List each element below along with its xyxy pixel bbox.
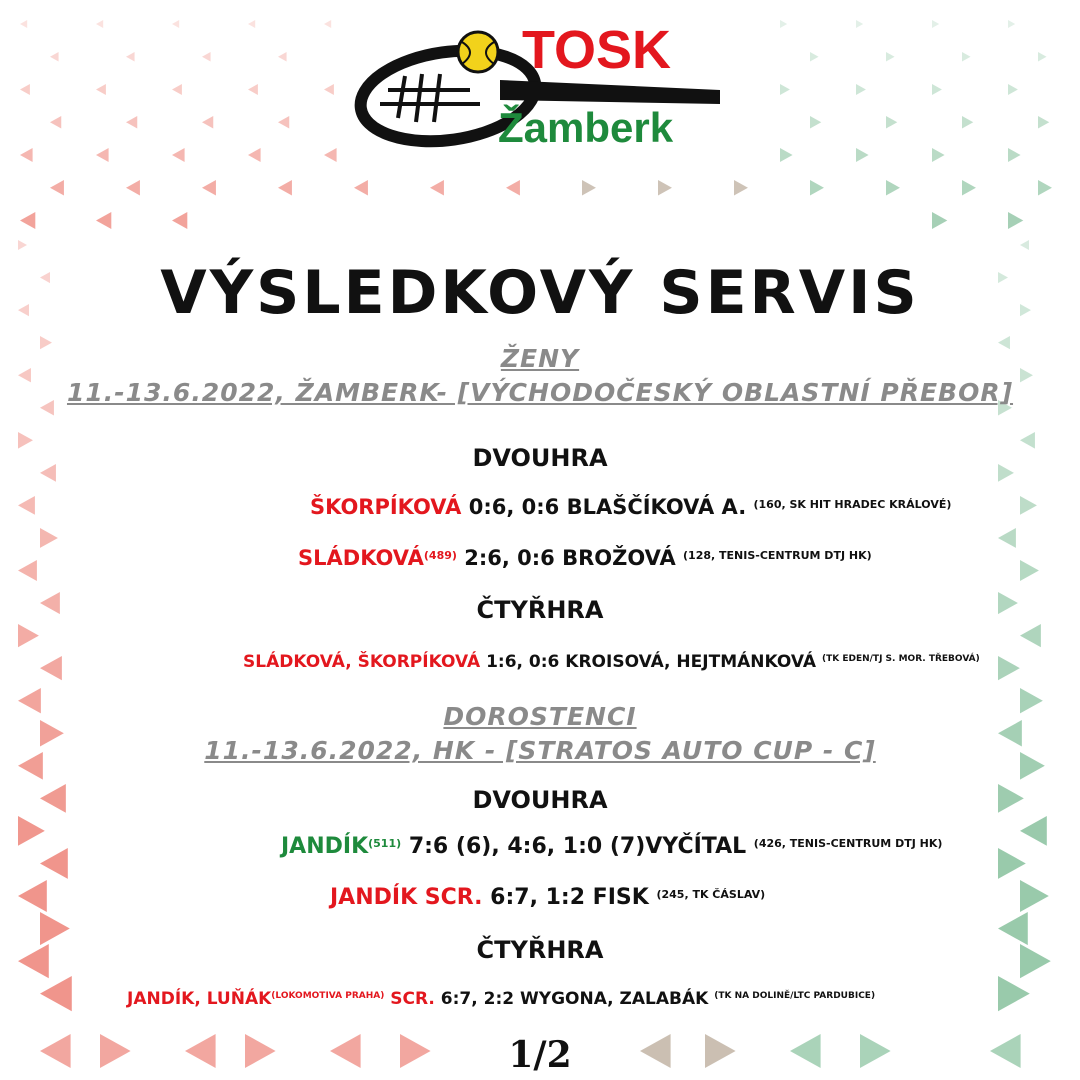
triangle-decoration bbox=[248, 84, 258, 95]
doubles-heading: ČTYŘHRA bbox=[476, 936, 604, 964]
player-name: JANDÍK, LUŇÁK bbox=[127, 989, 272, 1009]
player-note: (LOKOMOTIVA PRAHA) bbox=[271, 991, 385, 1001]
scratch-mark: SCR. bbox=[390, 989, 435, 1009]
triangle-decoration bbox=[810, 52, 819, 62]
triangle-decoration bbox=[202, 116, 213, 129]
match-row bbox=[310, 495, 951, 519]
triangle-decoration bbox=[998, 976, 1030, 1011]
triangle-decoration bbox=[886, 116, 897, 129]
opponent-name: BLAŠČÍKOVÁ A. bbox=[566, 495, 747, 519]
triangle-decoration bbox=[780, 84, 790, 95]
triangle-decoration bbox=[1008, 212, 1023, 229]
triangle-decoration bbox=[40, 528, 58, 548]
page-indicator: 1/2 bbox=[508, 1034, 572, 1076]
section-category-women: ŽENY bbox=[500, 344, 580, 373]
opponent-name: FISK bbox=[592, 885, 649, 910]
triangle-decoration bbox=[886, 52, 895, 62]
triangle-decoration bbox=[1038, 180, 1052, 196]
triangle-decoration bbox=[40, 976, 72, 1011]
opponent-name: VYČÍTAL bbox=[645, 834, 747, 859]
triangle-decoration bbox=[1038, 116, 1049, 129]
triangle-decoration bbox=[1008, 148, 1021, 162]
triangle-decoration bbox=[932, 20, 939, 28]
triangle-decoration bbox=[18, 560, 37, 581]
triangle-decoration bbox=[96, 84, 106, 95]
page-title: VÝSLEDKOVÝ SERVIS bbox=[160, 258, 920, 328]
triangle-decoration bbox=[932, 84, 942, 95]
match-score: 1:6, 0:6 bbox=[486, 652, 560, 672]
match-score: 0:6, 0:6 bbox=[468, 495, 560, 519]
triangle-decoration bbox=[126, 116, 137, 129]
match-row bbox=[330, 885, 765, 910]
triangle-decoration bbox=[278, 116, 289, 129]
triangle-decoration bbox=[50, 116, 61, 129]
triangle-decoration bbox=[962, 180, 976, 196]
triangle-decoration bbox=[1020, 496, 1037, 515]
triangle-decoration bbox=[172, 20, 179, 28]
singles-heading: DVOUHRA bbox=[472, 444, 608, 472]
section-event-women: 11.-13.6.2022, ŽAMBERK- [VÝCHODOČESKÝ OBLASTNÍ PŘEBOR] bbox=[66, 378, 1014, 407]
triangle-decoration bbox=[998, 848, 1026, 879]
triangle-decoration bbox=[1008, 84, 1018, 95]
triangle-decoration bbox=[96, 20, 103, 28]
triangle-decoration bbox=[1020, 816, 1047, 846]
triangle-decoration bbox=[20, 212, 35, 229]
triangle-decoration bbox=[96, 212, 111, 229]
triangle-decoration bbox=[1020, 624, 1041, 647]
triangle-decoration bbox=[932, 148, 945, 162]
match-score: 7:6 (6), 4:6, 1:0 (7) bbox=[408, 834, 646, 859]
match-score: 6:7, 1:2 bbox=[490, 885, 585, 910]
match-row bbox=[243, 652, 980, 672]
triangle-decoration bbox=[20, 148, 33, 162]
triangle-decoration bbox=[998, 528, 1016, 548]
triangle-decoration bbox=[40, 848, 68, 879]
player-name: SLÁDKOVÁ bbox=[298, 546, 424, 570]
tosk-logo bbox=[350, 18, 730, 150]
triangle-decoration bbox=[324, 20, 331, 28]
triangle-decoration bbox=[856, 148, 869, 162]
opponent-note: (160, SK HIT HRADEC KRÁLOVÉ) bbox=[753, 498, 952, 511]
triangle-decoration bbox=[20, 20, 27, 28]
match-score: 2:6, 0:6 bbox=[464, 546, 555, 570]
player-name: JANDÍK bbox=[281, 834, 369, 859]
opponent-note: (426, TENIS-CENTRUM DTJ HK) bbox=[753, 837, 943, 850]
player-name: SLÁDKOVÁ, ŠKORPÍKOVÁ bbox=[243, 652, 481, 672]
triangle-decoration bbox=[324, 148, 337, 162]
triangle-decoration bbox=[886, 180, 900, 196]
triangle-decoration bbox=[856, 84, 866, 95]
triangle-decoration bbox=[658, 180, 672, 196]
match-row bbox=[127, 989, 875, 1009]
triangle-decoration bbox=[18, 496, 35, 515]
triangle-decoration bbox=[172, 212, 187, 229]
triangle-decoration bbox=[780, 20, 787, 28]
triangle-decoration bbox=[18, 240, 27, 250]
triangle-decoration bbox=[354, 180, 368, 196]
match-row bbox=[281, 834, 942, 859]
player-note: (489) bbox=[423, 549, 457, 562]
singles-heading: DVOUHRA bbox=[472, 786, 608, 814]
triangle-decoration bbox=[734, 180, 748, 196]
triangle-decoration bbox=[780, 148, 793, 162]
triangle-decoration bbox=[18, 624, 39, 647]
triangle-decoration bbox=[126, 180, 140, 196]
triangle-decoration bbox=[932, 212, 947, 229]
match-row bbox=[298, 546, 872, 570]
triangle-decoration bbox=[810, 116, 821, 129]
triangle-decoration bbox=[50, 180, 64, 196]
triangle-decoration bbox=[1008, 20, 1015, 28]
triangle-decoration bbox=[50, 52, 59, 62]
triangle-decoration bbox=[202, 52, 211, 62]
opponent-name: KROISOVÁ, HEJTMÁNKOVÁ bbox=[565, 652, 817, 672]
triangle-decoration bbox=[998, 656, 1020, 680]
section-event-juniors: 11.-13.6.2022, HK - [STRATOS AUTO CUP - C] bbox=[204, 736, 876, 765]
triangle-decoration bbox=[506, 180, 520, 196]
triangle-decoration bbox=[962, 52, 971, 62]
match-score: 6:7, 2:2 bbox=[440, 989, 515, 1009]
triangle-decoration bbox=[962, 116, 973, 129]
opponent-note: (TK EDEN/TJ S. MOR. TŘEBOVÁ) bbox=[821, 654, 980, 664]
triangle-decoration bbox=[248, 20, 255, 28]
triangle-decoration bbox=[96, 148, 109, 162]
triangle-decoration bbox=[1020, 560, 1039, 581]
doubles-heading: ČTYŘHRA bbox=[476, 596, 604, 624]
opponent-note: (245, TK ČÁSLAV) bbox=[656, 888, 766, 901]
triangle-decoration bbox=[324, 84, 334, 95]
triangle-decoration bbox=[40, 656, 62, 680]
player-name: JANDÍK SCR. bbox=[330, 885, 483, 910]
triangle-decoration bbox=[582, 180, 596, 196]
triangle-decoration bbox=[278, 180, 292, 196]
triangle-decoration bbox=[18, 816, 45, 846]
triangle-decoration bbox=[856, 20, 863, 28]
triangle-decoration bbox=[278, 52, 287, 62]
logo-line1: TOSK bbox=[522, 20, 672, 80]
player-name: ŠKORPÍKOVÁ bbox=[310, 495, 462, 519]
opponent-note: (128, TENIS-CENTRUM DTJ HK) bbox=[683, 549, 872, 562]
triangle-decoration bbox=[1020, 880, 1049, 912]
triangle-decoration bbox=[430, 180, 444, 196]
triangle-decoration bbox=[20, 84, 30, 95]
triangle-decoration bbox=[18, 880, 47, 912]
triangle-decoration bbox=[248, 148, 261, 162]
player-note: (511) bbox=[368, 837, 402, 850]
triangle-decoration bbox=[810, 180, 824, 196]
triangle-decoration bbox=[172, 84, 182, 95]
triangle-decoration bbox=[1020, 240, 1029, 250]
opponent-name: BROŽOVÁ bbox=[562, 546, 676, 570]
triangle-decoration bbox=[172, 148, 185, 162]
opponent-name: WYGONA, ZALABÁK bbox=[520, 989, 709, 1009]
triangle-decoration bbox=[126, 52, 135, 62]
logo-line2: Žamberk bbox=[498, 104, 674, 150]
opponent-note: (TK NA DOLINĚ/LTC PARDUBICE) bbox=[714, 991, 876, 1001]
triangle-decoration bbox=[1038, 52, 1047, 62]
triangle-decoration bbox=[202, 180, 216, 196]
section-category-juniors: DOROSTENCI bbox=[443, 702, 637, 731]
